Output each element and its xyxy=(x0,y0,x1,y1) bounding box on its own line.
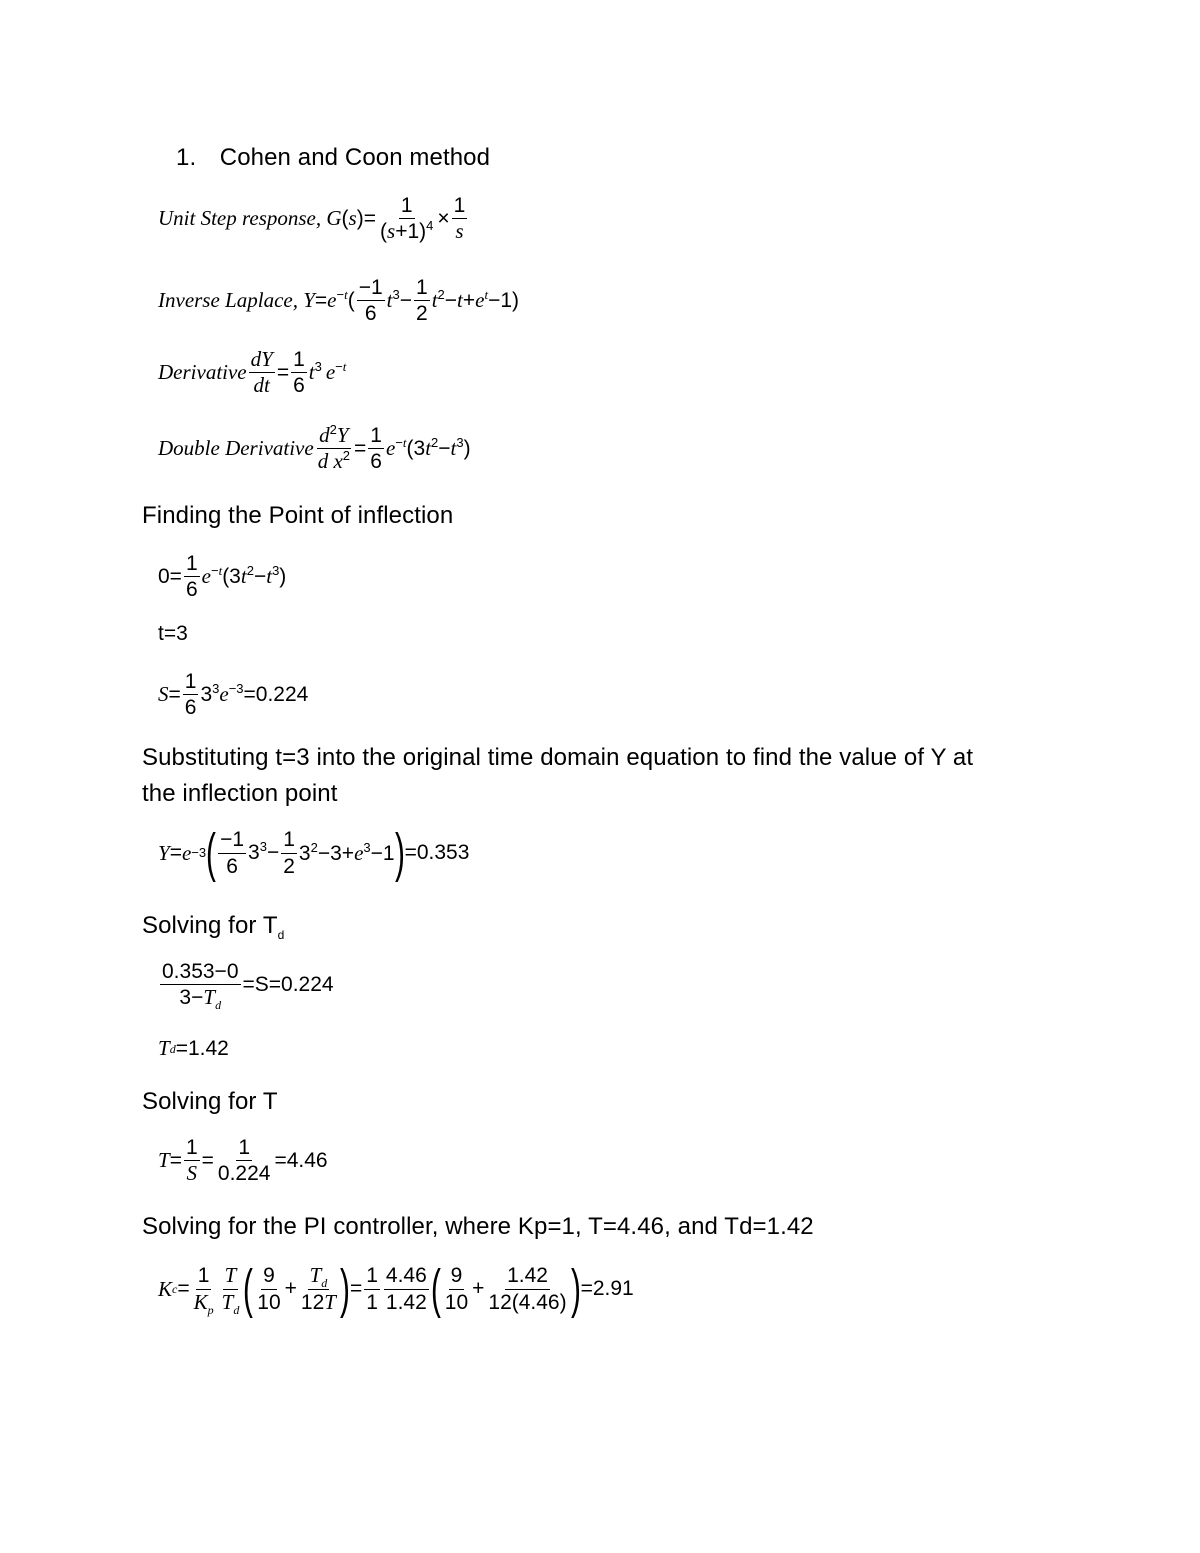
section-title: Cohen and Coon method xyxy=(219,144,491,171)
kc-result: =2.91 xyxy=(580,1277,634,1300)
equation-td-value: T d =1.42 xyxy=(158,1036,229,1060)
eq-label: Inverse Laplace, Y xyxy=(158,288,315,313)
inflection-heading: Finding the Point of inflection xyxy=(142,502,454,529)
equation-inflection-zero: 0= $\frac{1}{6}$ $e^{-t}(3t^2-t^3)$ xyxy=(158,552,287,602)
equation-slope: S = $\frac{1}{6}$ $3^3e^{-3}$ =0.224 xyxy=(158,670,309,720)
section-number: 1. xyxy=(176,144,197,171)
slope-value: =0.224 xyxy=(243,682,309,706)
t-equals: t=3 xyxy=(158,622,188,645)
equation-t-value xyxy=(158,622,188,646)
equation-inverse-laplace: Inverse Laplace, Y $=e^{-t}$ ( $\frac{-1}{6}$ $t^3-$ $\frac{1}{2}$ $t^2-t+e^t-1$) xyxy=(158,276,520,326)
equation-kc: K c = $\frac{1}{K_p}$ $\frac{T}{T_d}$ ( $\frac{9}{10}$ + $\frac{T_d}{12T}$ ) = $\frac{1}{1}$ $\frac{4.46}{1.42}$ ( $\frac{9}{10}$ + $\frac{1.42}{12(4.46)}$ ) =2.91 xyxy=(158,1259,634,1319)
y-value: =0.353 xyxy=(404,841,470,864)
equation-t-result: T = $\frac{1}{S}$ = $\frac{1}{0.224}$ =4.46 xyxy=(158,1136,328,1186)
section-heading xyxy=(176,144,490,172)
substitute-line-1: Substituting t=3 into the original time domain equation to find the value of Y at xyxy=(142,744,974,771)
equation-td-slope: $\frac{0.353-0}{3-T_d}$ =S=0.224 xyxy=(162,960,334,1013)
eq-label: Double Derivative xyxy=(158,436,314,461)
solve-pi-heading: Solving for the PI controller, where Kp=1, T=4.46, and Td=1.42 xyxy=(142,1213,814,1240)
equation-derivative: Derivative $\frac{dY}{dt}$ = $\frac{1}{6}$ $t^3$ $e^{-t}$ xyxy=(158,347,347,398)
solve-t-heading: Solving for T xyxy=(142,1088,278,1115)
equation-double-derivative: Double Derivative $\frac{d^2Y}{d x^2}$ = $\frac{1}{6}$ $e^{-t}(3t^2-t^3)$ xyxy=(158,422,471,474)
td-result: =1.42 xyxy=(175,1036,229,1060)
substitute-line-2: the inflection point xyxy=(142,780,338,807)
eq-label: Derivative xyxy=(158,360,247,385)
slope-eq: =S=0.224 xyxy=(242,972,334,996)
solve-td-heading: Solving for $T_d$ xyxy=(142,912,285,942)
equation-unit-step: Unit Step response, G ( s )= $\frac{1}{(s+1)^4}$ × $\frac{1}{s}$ xyxy=(158,194,466,244)
equation-y-inflection: Y = e −3 ( $\frac{-1}{6}$ $3^3-$ $\frac{1}{2}$ $3^2-3+e^3-1$ ) =0.353 xyxy=(158,823,470,883)
t-result: =4.46 xyxy=(274,1148,328,1172)
eq-label: Unit Step response, G xyxy=(158,206,342,231)
